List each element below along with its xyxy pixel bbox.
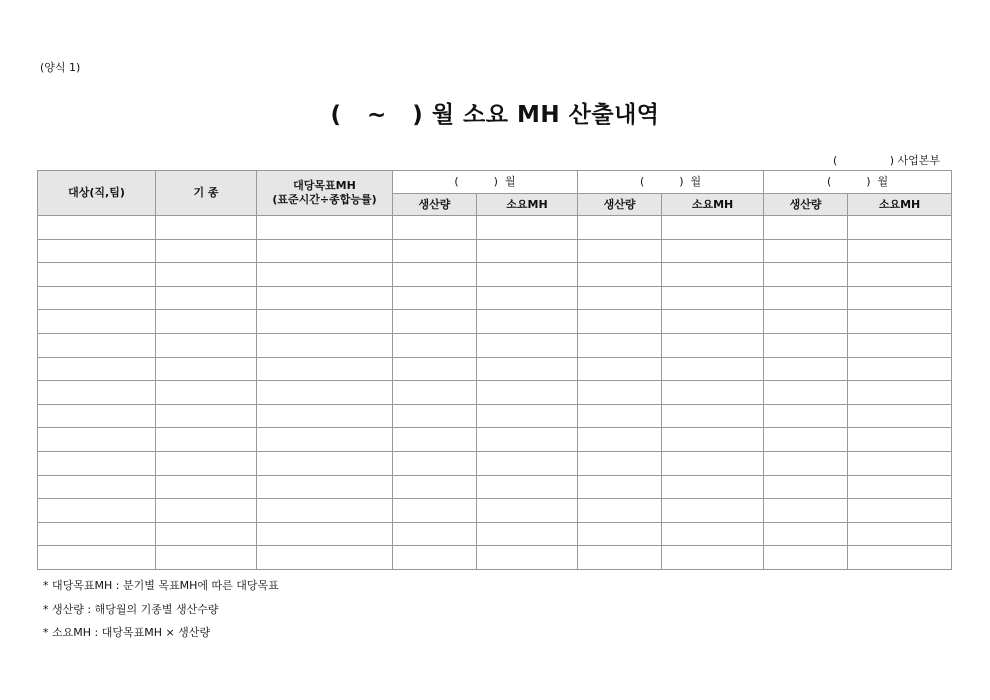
table-cell[interactable] bbox=[848, 286, 952, 310]
table-cell[interactable] bbox=[578, 310, 662, 334]
table-cell[interactable] bbox=[156, 546, 257, 570]
table-cell[interactable] bbox=[38, 475, 156, 499]
table-row bbox=[38, 499, 952, 523]
table-cell[interactable] bbox=[257, 333, 393, 357]
table-cell[interactable] bbox=[662, 333, 764, 357]
table-cell[interactable] bbox=[578, 475, 662, 499]
table-cell[interactable] bbox=[38, 263, 156, 287]
header-production-3: 생산량 bbox=[764, 194, 848, 216]
table-cell[interactable] bbox=[662, 381, 764, 405]
table-cell[interactable] bbox=[477, 404, 578, 428]
table-cell[interactable] bbox=[38, 499, 156, 523]
table-cell[interactable] bbox=[257, 428, 393, 452]
table-cell[interactable] bbox=[257, 451, 393, 475]
table-cell[interactable] bbox=[578, 404, 662, 428]
table-cell[interactable] bbox=[38, 522, 156, 546]
table-cell[interactable] bbox=[257, 286, 393, 310]
table-cell[interactable] bbox=[393, 475, 477, 499]
table-cell[interactable] bbox=[662, 451, 764, 475]
table-cell[interactable] bbox=[764, 451, 848, 475]
table-cell[interactable] bbox=[848, 310, 952, 334]
table-cell[interactable] bbox=[393, 522, 477, 546]
table-cell[interactable] bbox=[578, 263, 662, 287]
table-cell[interactable] bbox=[662, 239, 764, 263]
table-cell[interactable] bbox=[477, 428, 578, 452]
table-cell[interactable] bbox=[477, 357, 578, 381]
table-cell[interactable] bbox=[156, 451, 257, 475]
table-cell[interactable] bbox=[257, 310, 393, 334]
table-cell[interactable] bbox=[257, 546, 393, 570]
table-cell[interactable] bbox=[764, 286, 848, 310]
table-cell[interactable] bbox=[156, 216, 257, 240]
table-cell[interactable] bbox=[578, 381, 662, 405]
table-cell[interactable] bbox=[848, 451, 952, 475]
table-cell[interactable] bbox=[662, 404, 764, 428]
page-title: ( ~ ) 월 소요 MH 산출내역 bbox=[330, 102, 660, 128]
table-cell[interactable] bbox=[578, 522, 662, 546]
table-cell[interactable] bbox=[38, 239, 156, 263]
table-body bbox=[38, 216, 952, 570]
table-cell[interactable] bbox=[38, 451, 156, 475]
notes bbox=[43, 578, 279, 649]
table-cell[interactable] bbox=[662, 216, 764, 240]
table-cell[interactable] bbox=[578, 286, 662, 310]
table-cell[interactable] bbox=[477, 475, 578, 499]
table-cell[interactable] bbox=[764, 263, 848, 287]
header-required-mh-2: 소요MH bbox=[662, 194, 764, 216]
table-cell[interactable] bbox=[848, 522, 952, 546]
table-cell[interactable] bbox=[477, 239, 578, 263]
table-cell[interactable] bbox=[578, 451, 662, 475]
table-cell[interactable] bbox=[578, 216, 662, 240]
table-cell[interactable] bbox=[257, 404, 393, 428]
table-cell[interactable] bbox=[393, 263, 477, 287]
table-cell[interactable] bbox=[38, 310, 156, 334]
table-cell[interactable] bbox=[848, 475, 952, 499]
table-cell[interactable] bbox=[662, 263, 764, 287]
table-cell[interactable] bbox=[393, 404, 477, 428]
table-cell[interactable] bbox=[477, 522, 578, 546]
mh-table bbox=[37, 170, 952, 570]
header-production-1: 생산량 bbox=[393, 194, 477, 216]
table-cell[interactable] bbox=[38, 333, 156, 357]
table-cell[interactable] bbox=[662, 357, 764, 381]
table-cell[interactable] bbox=[578, 428, 662, 452]
table-cell[interactable] bbox=[848, 499, 952, 523]
table-cell[interactable] bbox=[764, 381, 848, 405]
table-cell[interactable] bbox=[393, 381, 477, 405]
table-cell[interactable] bbox=[477, 310, 578, 334]
table-cell[interactable] bbox=[38, 216, 156, 240]
table-cell[interactable] bbox=[764, 404, 848, 428]
table-cell[interactable] bbox=[848, 239, 952, 263]
table-cell[interactable] bbox=[477, 333, 578, 357]
table-cell[interactable] bbox=[764, 239, 848, 263]
table-cell[interactable] bbox=[156, 286, 257, 310]
table-cell[interactable] bbox=[156, 428, 257, 452]
table-cell[interactable] bbox=[156, 357, 257, 381]
note-production: * 생산량 : 해당월의 기종별 생산수량 bbox=[43, 602, 219, 616]
table-cell[interactable] bbox=[38, 428, 156, 452]
table-header bbox=[38, 171, 952, 216]
header-target-mh-line2: (표준시간÷종합능률) bbox=[272, 193, 377, 206]
table-cell[interactable] bbox=[578, 239, 662, 263]
table-cell[interactable] bbox=[848, 216, 952, 240]
table-cell[interactable] bbox=[38, 286, 156, 310]
table-cell[interactable] bbox=[393, 310, 477, 334]
table-cell[interactable] bbox=[393, 546, 477, 570]
header-production-2: 생산량 bbox=[578, 194, 662, 216]
table-cell[interactable] bbox=[764, 357, 848, 381]
header-model: 기 종 bbox=[156, 171, 257, 216]
table-cell[interactable] bbox=[662, 499, 764, 523]
table-cell[interactable] bbox=[848, 428, 952, 452]
table-cell[interactable] bbox=[257, 263, 393, 287]
table-row bbox=[38, 546, 952, 570]
table-cell[interactable] bbox=[848, 333, 952, 357]
table-cell[interactable] bbox=[393, 357, 477, 381]
table-cell[interactable] bbox=[257, 381, 393, 405]
table-cell[interactable] bbox=[393, 286, 477, 310]
table-cell[interactable] bbox=[257, 357, 393, 381]
table-cell[interactable] bbox=[764, 475, 848, 499]
table-cell[interactable] bbox=[477, 216, 578, 240]
table-cell[interactable] bbox=[848, 404, 952, 428]
table-cell[interactable] bbox=[156, 310, 257, 334]
table-row bbox=[38, 475, 952, 499]
table-cell[interactable] bbox=[156, 499, 257, 523]
table-cell[interactable] bbox=[393, 333, 477, 357]
table-cell[interactable] bbox=[764, 522, 848, 546]
table-cell[interactable] bbox=[156, 404, 257, 428]
table-row bbox=[38, 451, 952, 475]
table-row bbox=[38, 239, 952, 263]
table-cell[interactable] bbox=[477, 546, 578, 570]
table-row bbox=[38, 428, 952, 452]
table-cell[interactable] bbox=[662, 475, 764, 499]
table-cell[interactable] bbox=[662, 522, 764, 546]
table-cell[interactable] bbox=[764, 333, 848, 357]
table-cell[interactable] bbox=[477, 381, 578, 405]
table-row bbox=[38, 522, 952, 546]
header-target: 대상(직,팀) bbox=[38, 171, 156, 216]
table-cell[interactable] bbox=[393, 499, 477, 523]
table-cell[interactable] bbox=[578, 333, 662, 357]
table-cell[interactable] bbox=[156, 239, 257, 263]
table-cell[interactable] bbox=[662, 546, 764, 570]
table-cell[interactable] bbox=[764, 546, 848, 570]
table-cell[interactable] bbox=[38, 546, 156, 570]
table-row bbox=[38, 263, 952, 287]
table-cell[interactable] bbox=[477, 451, 578, 475]
note-target-mh: * 대당목표MH : 분기별 목표MH에 따른 대당목표 bbox=[43, 579, 279, 592]
table-cell[interactable] bbox=[477, 286, 578, 310]
header-target-mh-line1: 대당목표MH bbox=[293, 179, 356, 193]
header-required-mh-3: 소요MH bbox=[848, 194, 952, 216]
table-cell[interactable] bbox=[38, 381, 156, 405]
table-cell[interactable] bbox=[257, 475, 393, 499]
table-cell[interactable] bbox=[848, 357, 952, 381]
table-cell[interactable] bbox=[156, 263, 257, 287]
table-row bbox=[38, 381, 952, 405]
table-cell[interactable] bbox=[38, 357, 156, 381]
table-cell[interactable] bbox=[156, 381, 257, 405]
table-row bbox=[38, 333, 952, 357]
table-cell[interactable] bbox=[393, 239, 477, 263]
header-target-mh bbox=[257, 171, 393, 216]
table-cell[interactable] bbox=[578, 357, 662, 381]
table-row bbox=[38, 286, 952, 310]
table-cell[interactable] bbox=[257, 216, 393, 240]
table-cell[interactable] bbox=[848, 546, 952, 570]
table-cell[interactable] bbox=[257, 499, 393, 523]
table-cell[interactable] bbox=[578, 546, 662, 570]
table-cell[interactable] bbox=[393, 216, 477, 240]
table-cell[interactable] bbox=[764, 428, 848, 452]
table-row bbox=[38, 310, 952, 334]
table-cell[interactable] bbox=[156, 475, 257, 499]
table-cell[interactable] bbox=[764, 216, 848, 240]
table-cell[interactable] bbox=[662, 428, 764, 452]
table-cell[interactable] bbox=[257, 239, 393, 263]
table-cell[interactable] bbox=[393, 451, 477, 475]
table-row bbox=[38, 404, 952, 428]
header-required-mh-1: 소요MH bbox=[477, 194, 578, 216]
table-cell[interactable] bbox=[38, 404, 156, 428]
table-cell[interactable] bbox=[393, 428, 477, 452]
table-cell[interactable] bbox=[764, 310, 848, 334]
division-label: ( ) 사업본부 bbox=[832, 154, 940, 167]
table-cell[interactable] bbox=[848, 263, 952, 287]
table-cell[interactable] bbox=[156, 522, 257, 546]
table-cell[interactable] bbox=[662, 310, 764, 334]
header-month-3: ( ) 월 bbox=[764, 171, 952, 194]
header-month-1: ( ) 월 bbox=[393, 171, 578, 194]
table-cell[interactable] bbox=[578, 499, 662, 523]
table-cell[interactable] bbox=[848, 381, 952, 405]
table-cell[interactable] bbox=[662, 286, 764, 310]
table-cell[interactable] bbox=[764, 499, 848, 523]
table-row bbox=[38, 216, 952, 240]
header-month-2: ( ) 월 bbox=[578, 171, 764, 194]
table-cell[interactable] bbox=[477, 499, 578, 523]
table-cell[interactable] bbox=[477, 263, 578, 287]
table-row bbox=[38, 357, 952, 381]
note-required-mh: * 소요MH : 대당목표MH × 생산량 bbox=[43, 626, 211, 639]
table-cell[interactable] bbox=[257, 522, 393, 546]
table-cell[interactable] bbox=[156, 333, 257, 357]
form-label: (양식 1) bbox=[40, 61, 81, 74]
